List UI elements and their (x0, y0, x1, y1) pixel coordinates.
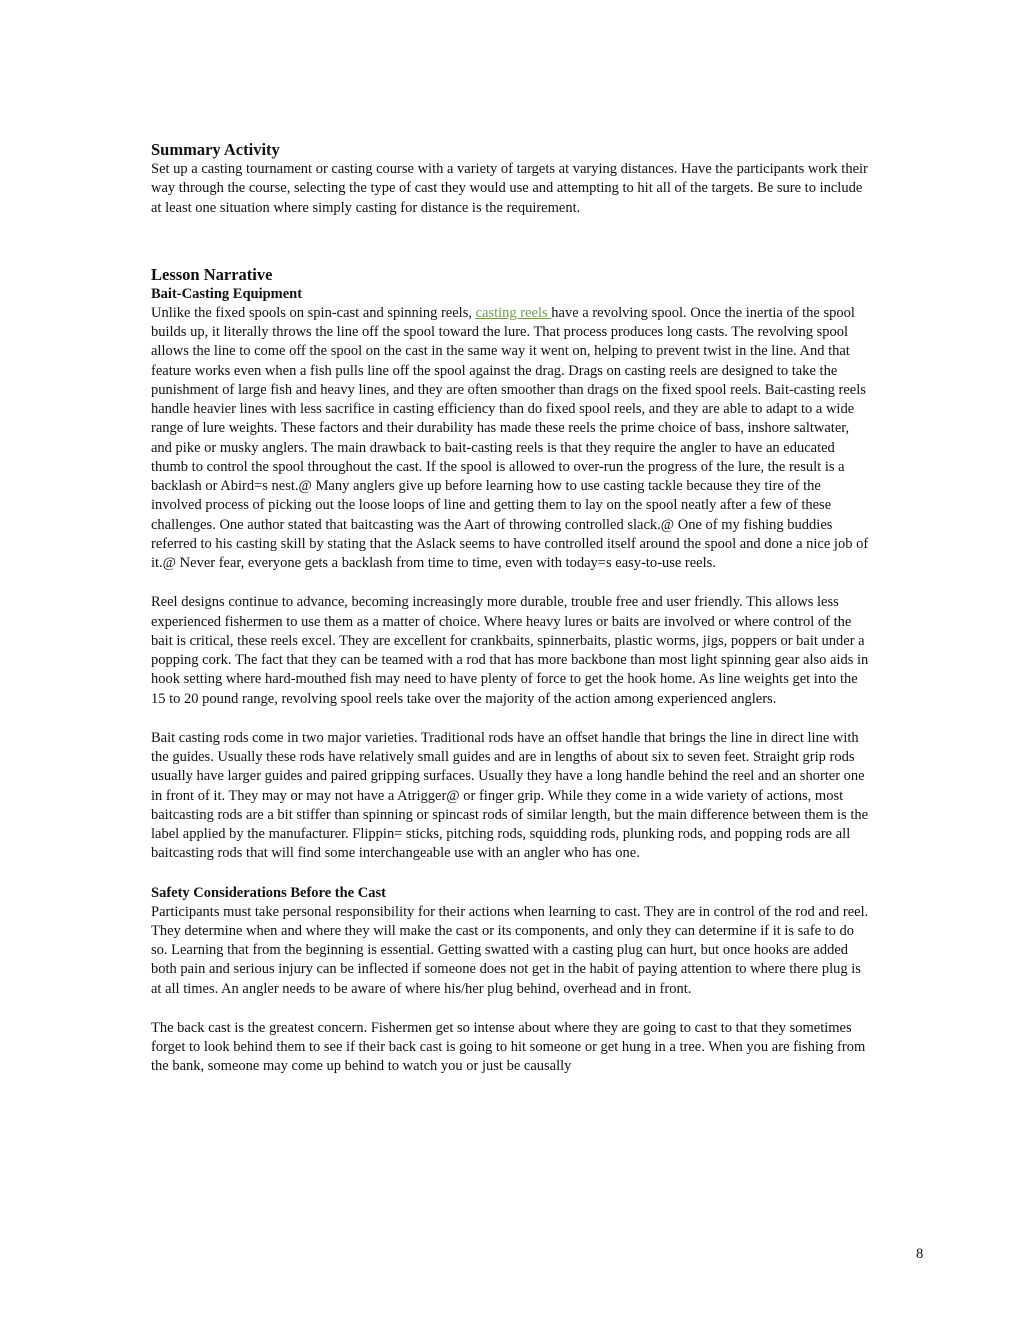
safety-paragraph-2: The back cast is the greatest concern. Fishermen get so intense about where they are going to cast to that they sometimes forget to look behind them to see if their back cast is going to hit someone or get hung in a tree. When you are fishing from the bank, someone may come up behind to watch you or just be causally (151, 1019, 866, 1075)
bait-casting-paragraph-1 (151, 304, 873, 574)
safety-considerations-heading: Safety Considerations Before the Cast (151, 884, 386, 901)
summary-activity-heading: Summary Activity (151, 140, 280, 159)
lesson-narrative-heading: Lesson Narrative (151, 264, 273, 284)
paragraph-text: have a revolving spool. Once the inertia of the spool builds up, it literally throws the line off the spool toward the lure. That process produces long casts. The revolving spool allows the line to come off the spool on the cast in the same way it went on, helping to prevent twist in the line. And that feature works even when a fish pulls line off the spool against the drag. Drags on casting reels are designed to take the punishment of large fish and heavy lines, and they are often smoother than drags on the fixed spool reels. Bait-casting reels handle heavier lines with less sacrifice in casting efficiency than do fixed spool reels, and they are able to adapt to a wide range of lure weights. These factors and their durability has made these reels the prime choice of bass, inshore saltwater, and pike or musky anglers. The main drawback to bait-casting reels is that they require the angler to have an educated thumb to control the spool throughout the cast. If the spool is allowed to over-run the progress of the lure, the result is a backlash or Abird=s nest.@ Many anglers give up before learning how to use casting tackle because they tire of the involved process of picking out the loose loops of line and getting them to lay on the spool neatly after a few of these challenges. One author stated that baitcasting was the Aart of throwing controlled slack.@ One of my fishing buddies referred to his casting skill by stating that the Aslack seems to have controlled itself around the spool and done a nice job of it.@ Never fear, everyone gets a backlash from time to time, even with today=s easy-to-use reels. (151, 304, 869, 571)
casting-reels-link[interactable]: casting reels (475, 304, 552, 321)
bait-casting-paragraph-3: Bait casting rods come in two major varieties. Traditional rods have an offset handle that brings the line in direct line with the guides. Usually these rods have relatively small guides and are in lengths of about six to seven feet. Straight grip rods usually have larger guides and paired gripping surfaces. Usually they have a long handle behind the reel and an shorter one in front of it. They may or may not have a Atrigger@ or finger grip. While they come in a wide variety of actions, most baitcasting rods are a bit stiffer than spinning or spincast rods of similar length, but the main difference between them is the label applied by the manufacturer. Flippin= sticks, pitching rods, squidding rods, plunking rods, and popping rods are all baitcasting rods that will find some interchangeable use with an angler who has one. (151, 729, 869, 862)
page-number: 8 (916, 1246, 924, 1262)
safety-paragraph-1: Participants must take personal responsibility for their actions when learning to cast. They are in control of the rod and reel. They determine when and where they will make the cast or its components, and only they can determine if it is safe to do so. Learning that from the beginning is essential. Getting swatted with a casting plug can hurt, but once hooks are added both pain and serious injury can be inflected if someone does not get in the habit of paying attention to where there plug is at all times. An angler needs to be aware of where his/her plug behind, overhead and in front. (151, 903, 869, 997)
paragraph-spacer (151, 864, 873, 884)
summary-activity-text: Set up a casting tournament or casting course with a variety of targets at varying distances. Have the participants work their way through the course, selecting the type of cast they would use and attempting to hit all of the targets. Be sure to include at least one situation where simply casting for distance is the requirement. (151, 161, 868, 216)
section-spacer (151, 218, 873, 265)
paragraph-spacer (151, 709, 873, 729)
paragraph-text: Unlike the fixed spools on spin-cast and spinning reels, (151, 304, 476, 321)
bait-casting-equipment-heading: Bait-Casting Equipment (151, 285, 303, 302)
paragraph-spacer (151, 573, 873, 593)
document-body (151, 140, 873, 1077)
paragraph-spacer (151, 999, 873, 1019)
bait-casting-paragraph-2: Reel designs continue to advance, becoming increasingly more durable, trouble free and user friendly. This allows less experienced fishermen to use them as a matter of choice. Where heavy lures or baits are involved or where control of the bait is critical, these reels excel. They are excellent for crankbaits, spinnerbaits, plastic worms, jigs, poppers or bait under a popping cork. The fact that they can be teamed with a rod that has more backbone than most light spinning gear also aids in hook setting where hard-mouthed fish may need to have plenty of force to get the hook home. As line weights get into the 15 to 20 pound range, revolving spool reels take over the majority of the action among experienced anglers. (151, 594, 869, 707)
